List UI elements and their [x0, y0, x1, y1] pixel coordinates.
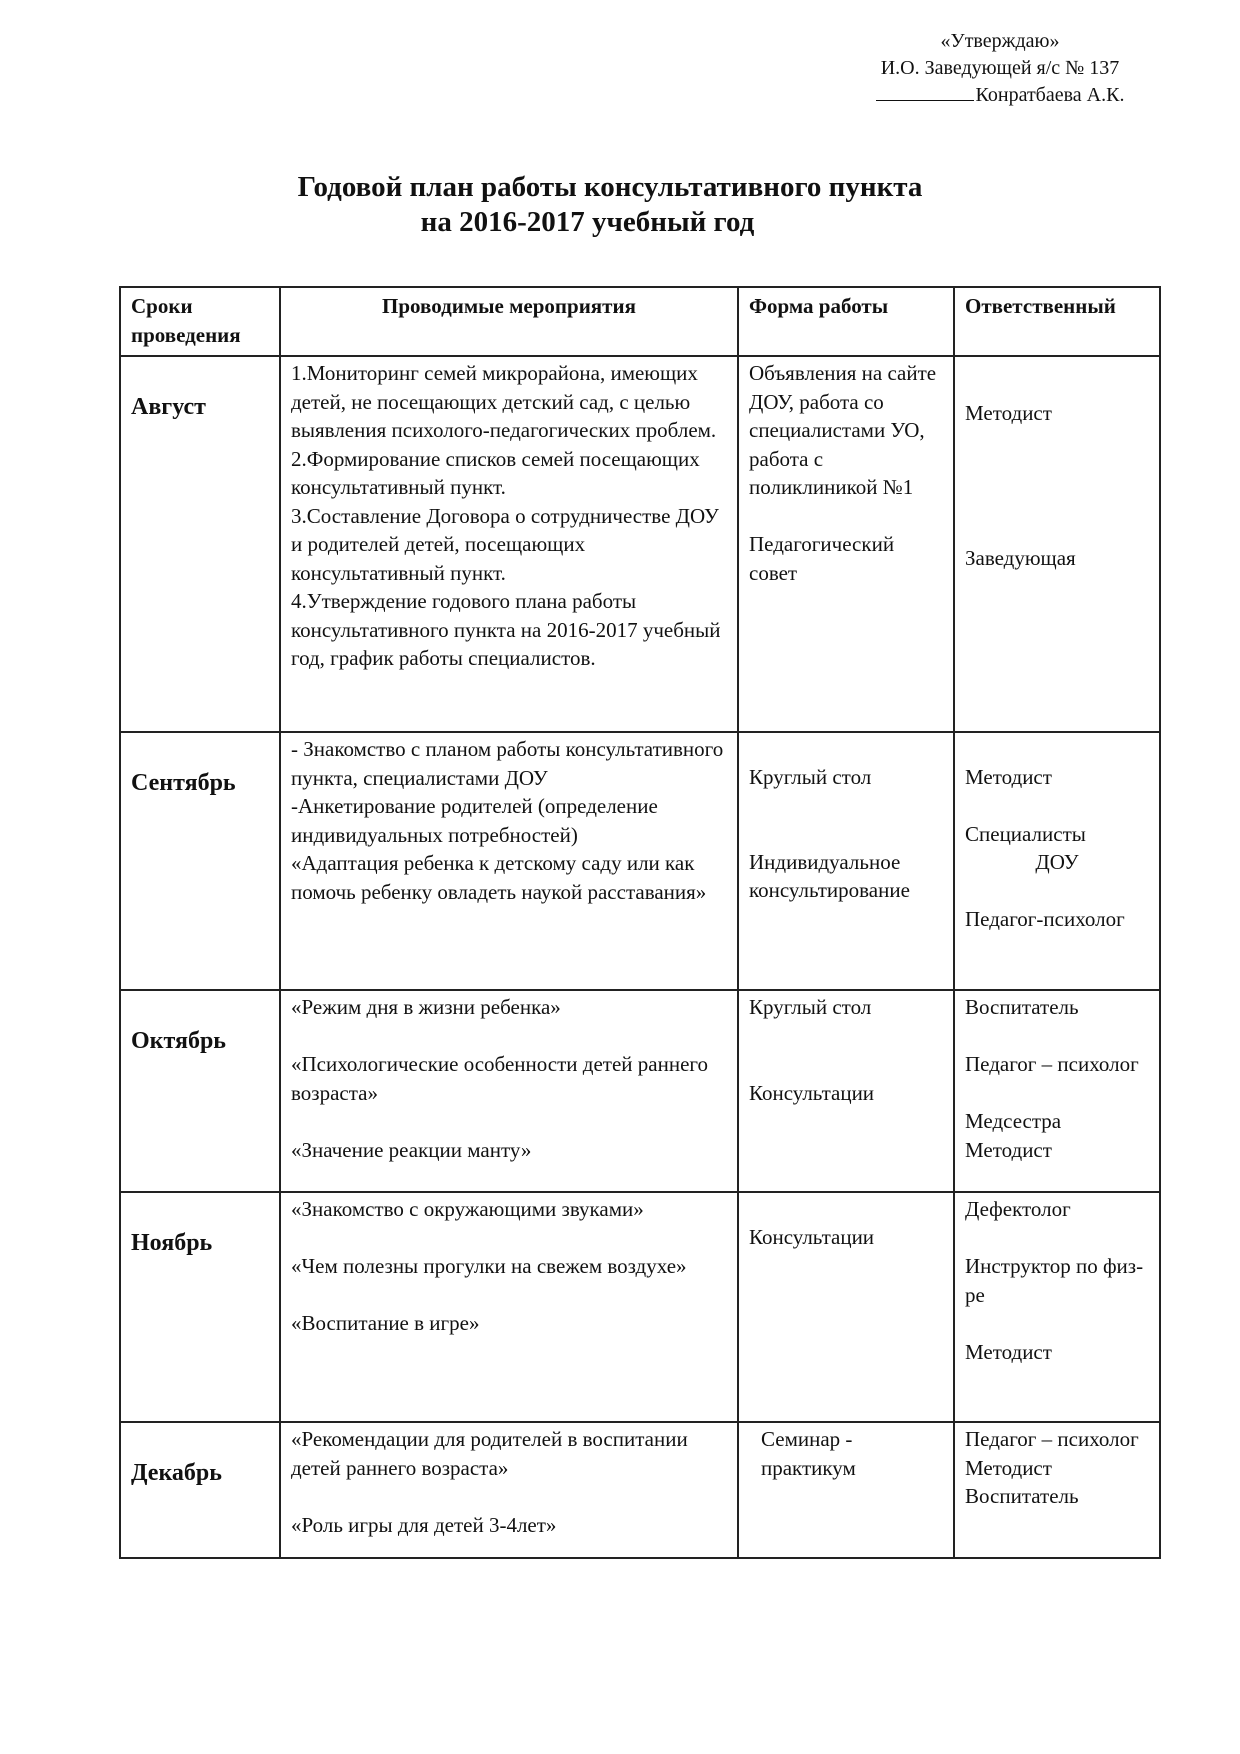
month-label: Октябрь	[131, 1028, 226, 1054]
responsible-item: Методист	[965, 1339, 1052, 1364]
table-row	[120, 990, 1160, 1192]
events-cell	[280, 1192, 738, 1422]
responsible-item: Специалисты	[965, 821, 1086, 846]
form-item: Консультации	[749, 1225, 875, 1249]
title-line-2: на 2016-2017 учебный год	[420, 206, 755, 238]
event-item: «Чем полезны прогулки на свежем воздухе»	[291, 1254, 687, 1278]
responsible-item: Методист	[965, 401, 1052, 425]
responsible-item: Медсестра	[965, 1109, 1062, 1133]
title-line-1: Годовой план работы консультативного пункта	[297, 171, 923, 203]
event-item: «Знакомство с окружающими звуками»	[291, 1197, 644, 1221]
month-label: Декабрь	[131, 1460, 222, 1486]
form-cell	[738, 990, 954, 1192]
signature-line	[876, 82, 974, 101]
responsible-cell	[954, 1192, 1160, 1422]
events-cell	[280, 1422, 738, 1558]
event-item: - Знакомство с планом работы консультативного пункта, специалистами ДОУ	[291, 737, 724, 790]
month-cell	[120, 356, 280, 732]
table-row	[120, 732, 1160, 990]
form-cell	[738, 1422, 954, 1558]
responsible-item: Дефектолог	[965, 1197, 1071, 1221]
month-label: Сентябрь	[131, 770, 236, 796]
events-cell	[280, 990, 738, 1192]
table-row	[120, 356, 1160, 732]
responsible-item: Методист	[965, 1137, 1052, 1162]
event-item: «Значение реакции манту»	[291, 1137, 532, 1162]
form-item: Семинар - практикум	[761, 1427, 856, 1480]
header-form: Форма работы	[738, 287, 954, 356]
form-item: Круглый стол	[749, 995, 872, 1019]
event-item: 3.Составление Договора о сотрудничестве ДОУ и родителей детей, посещающих консультативный пункт.	[291, 503, 719, 585]
event-item: «Рекомендации для родителей в воспитании детей раннего возраста»	[291, 1427, 688, 1480]
responsible-item: Заведующая	[965, 545, 1076, 570]
form-item: Консультации	[749, 1080, 875, 1105]
event-item: 4.Утверждение годового плана работы консультативного пункта на 2016-2017 учебный год, график работы специалистов.	[291, 589, 721, 670]
form-item: Педагогический совет	[749, 532, 895, 585]
event-item: 2.Формирование списков семей посещающих консультативный пункт.	[291, 446, 700, 499]
form-cell	[738, 356, 954, 732]
header-responsible: Ответственный	[954, 287, 1160, 356]
responsible-item: Педагог-психолог	[965, 906, 1125, 931]
plan-table	[119, 286, 1161, 1559]
responsible-cell	[954, 732, 1160, 990]
event-item: -Анкетирование родителей (определение индивидуальных потребностей)	[291, 794, 658, 847]
event-item: «Воспитание в игре»	[291, 1311, 480, 1335]
responsible-cell	[954, 1422, 1160, 1558]
document-title	[0, 170, 1240, 240]
responsible-item: ДОУ	[1035, 850, 1079, 874]
approval-heading: «Утверждаю»	[940, 30, 1060, 52]
table-header-row	[120, 287, 1160, 356]
responsible-item: Педагог – психолог	[965, 1427, 1139, 1451]
responsible-item: Воспитатель	[965, 995, 1079, 1019]
events-cell	[280, 732, 738, 990]
month-cell	[120, 1422, 280, 1558]
approval-signature	[840, 82, 1160, 109]
responsible-item: Инструктор по физ-ре	[965, 1254, 1144, 1307]
responsible-item: Воспитатель	[965, 1484, 1079, 1508]
header-period: Сроки проведения	[120, 287, 280, 356]
month-label: Август	[131, 394, 206, 420]
approval-position: И.О. Заведующей я/с № 137	[880, 57, 1120, 79]
responsible-cell	[954, 356, 1160, 732]
form-item: Индивидуальное консультирование	[749, 849, 910, 902]
event-item: «Режим дня в жизни ребенка»	[291, 995, 561, 1019]
form-cell	[738, 1192, 954, 1422]
responsible-cell	[954, 990, 1160, 1192]
form-item: Круглый стол	[749, 765, 872, 789]
event-item: «Адаптация ребенка к детскому саду или как помочь ребенку овладеть наукой расставания»	[291, 851, 707, 904]
event-item: 1.Мониторинг семей микрорайона, имеющих детей, не посещающих детский сад, с целью выявления психолого-педагогических проблем.	[291, 361, 717, 442]
approval-block	[840, 28, 1160, 109]
form-item: Объявления на сайте ДОУ, работа со специалистами УО, работа с поликлиникой №1	[749, 361, 937, 499]
month-cell	[120, 1192, 280, 1422]
form-cell	[738, 732, 954, 990]
header-events: Проводимые мероприятия	[280, 287, 738, 356]
responsible-item: Методист	[965, 765, 1052, 789]
month-cell	[120, 732, 280, 990]
event-item: «Роль игры для детей 3-4лет»	[291, 1512, 557, 1537]
events-cell	[280, 356, 738, 732]
responsible-item: Педагог – психолог	[965, 1052, 1139, 1076]
table-row	[120, 1192, 1160, 1422]
approval-name: Конратбаева А.К.	[975, 84, 1125, 106]
month-cell	[120, 990, 280, 1192]
event-item: «Психологические особенности детей раннего возраста»	[291, 1052, 708, 1105]
table-row	[120, 1422, 1160, 1558]
month-label: Ноябрь	[131, 1230, 213, 1256]
responsible-item: Методист	[965, 1455, 1052, 1480]
